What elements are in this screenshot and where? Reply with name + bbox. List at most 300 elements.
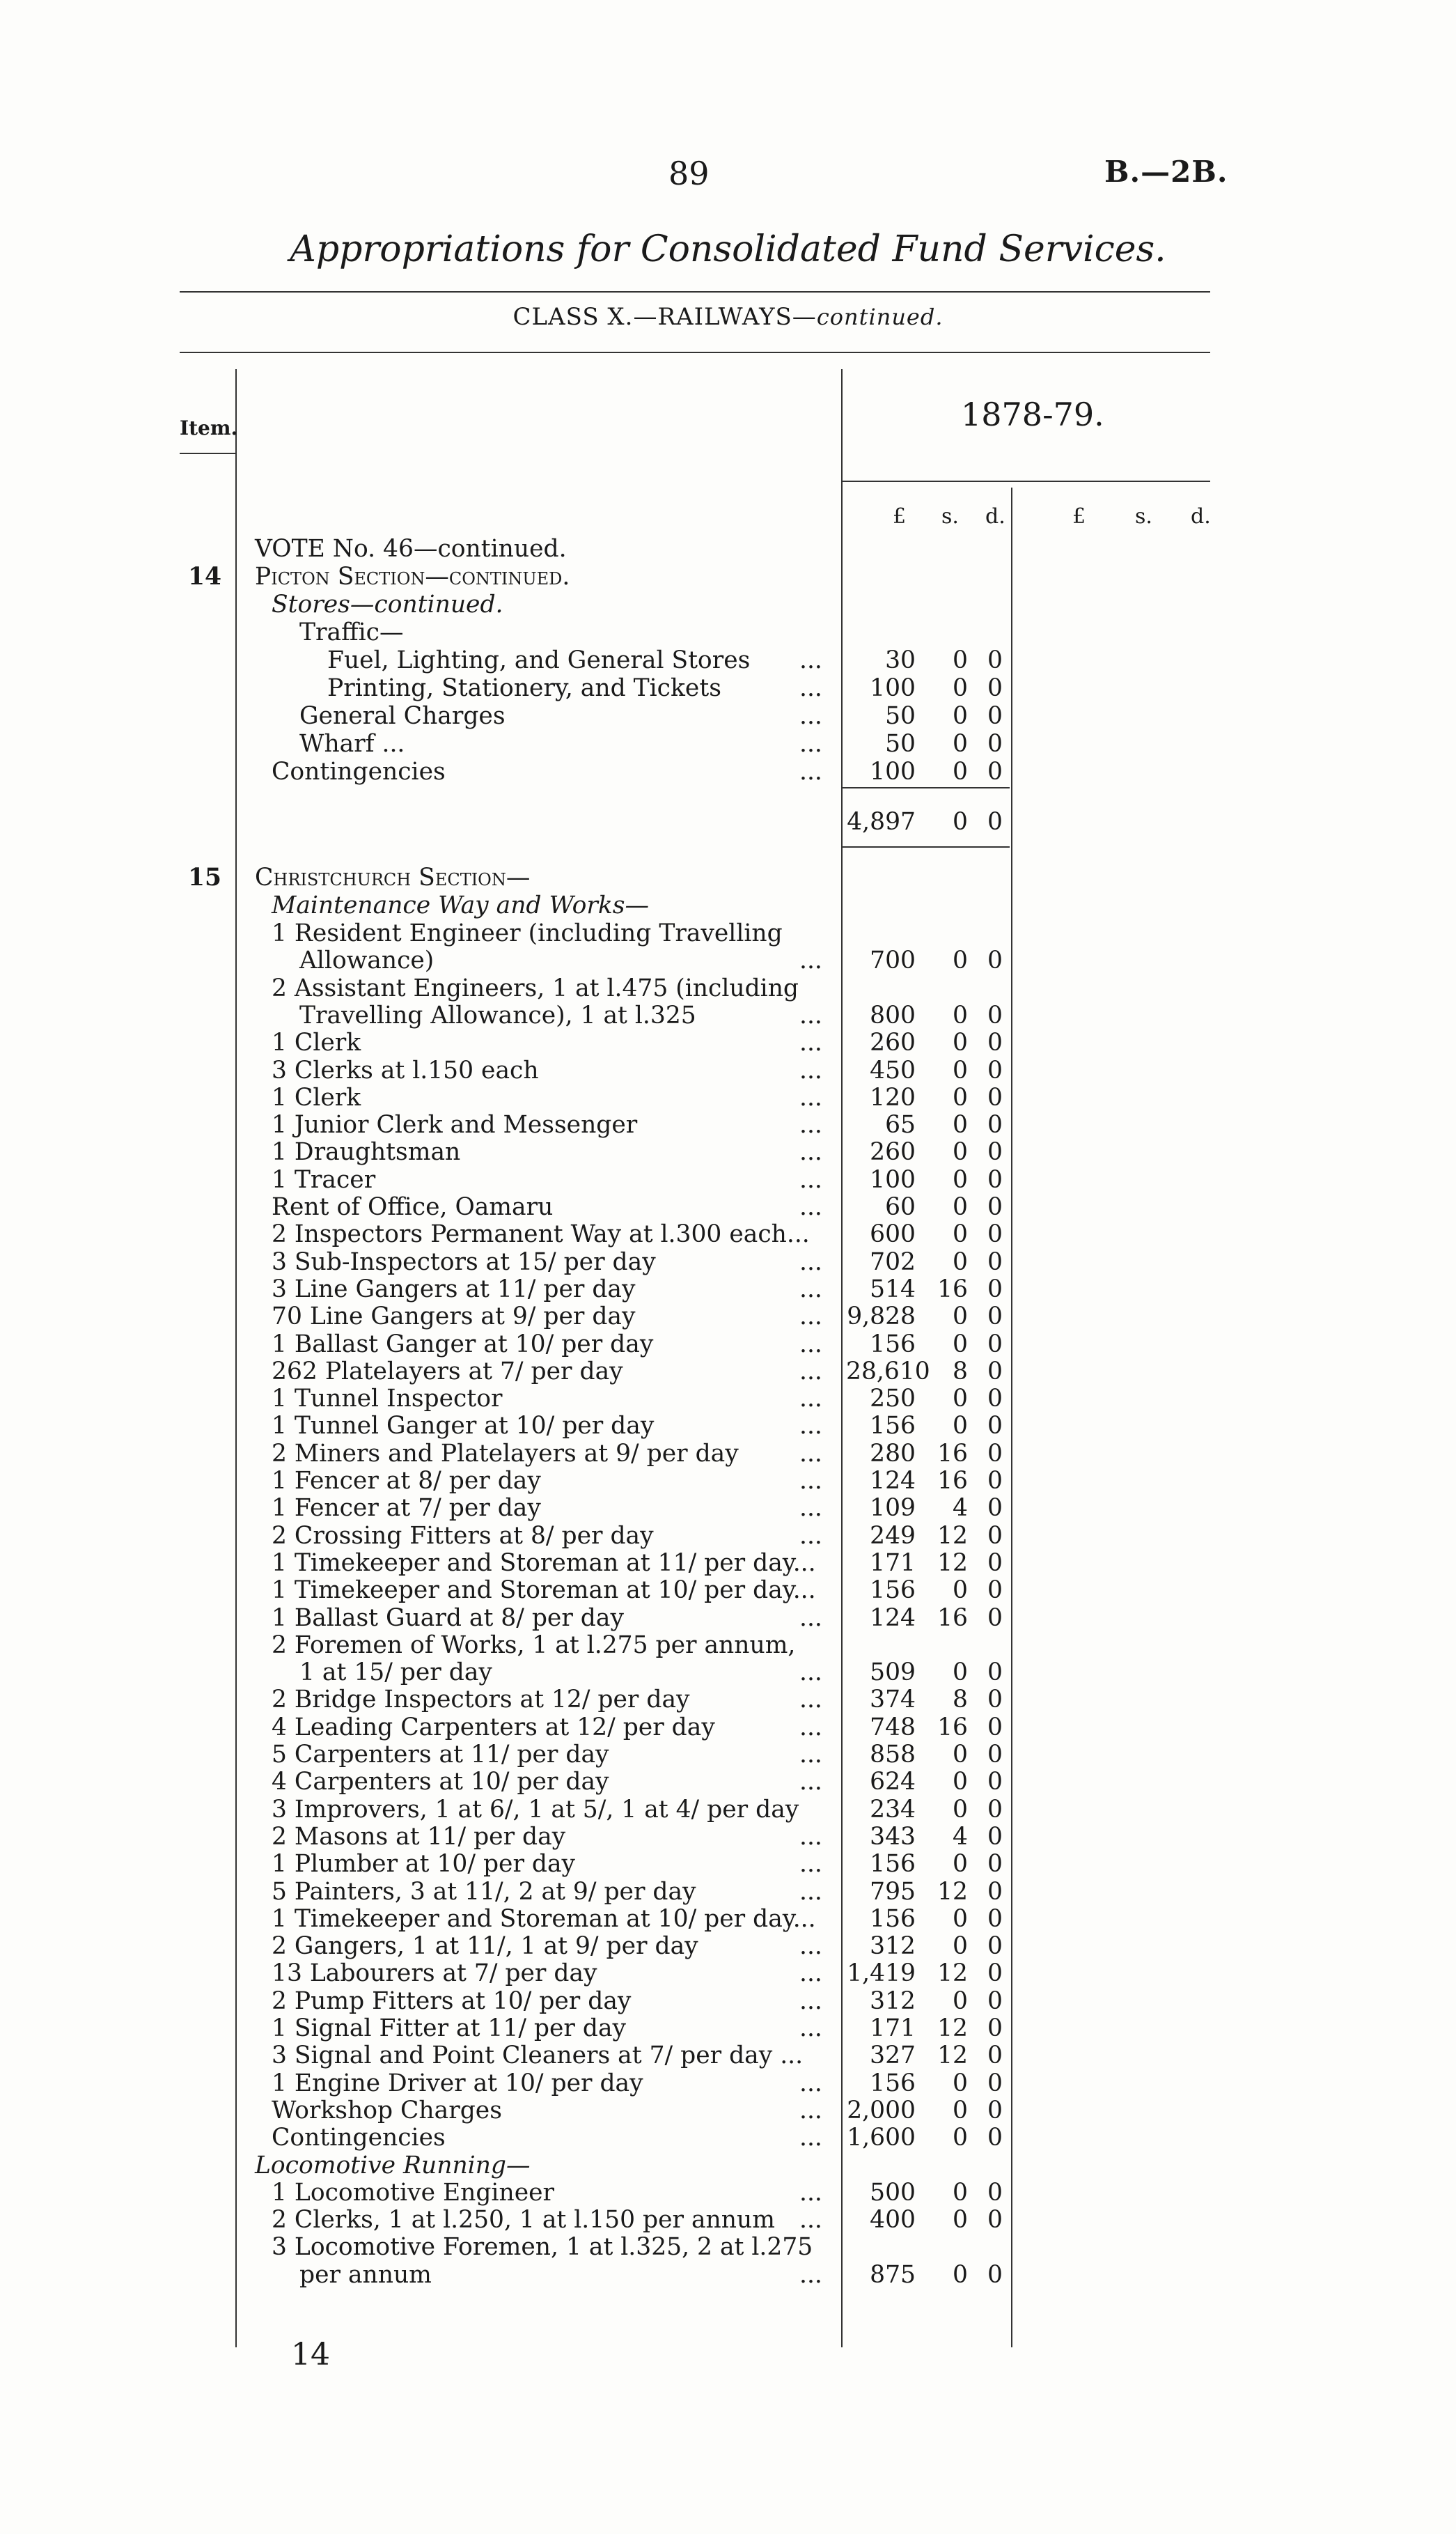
row-description: Traffic— (299, 619, 404, 646)
title-rule (180, 291, 1210, 293)
table-row (0, 947, 1456, 974)
currency-pounds-2: £ (1072, 504, 1086, 529)
leader-dots: ... (799, 702, 822, 730)
row-description: Travelling Allowance), 1 at l.325 (299, 1001, 696, 1029)
row-shillings: 16 (937, 1439, 968, 1468)
row-pounds: 374 (870, 1686, 916, 1714)
row-pounds: 234 (870, 1795, 916, 1824)
table-row (0, 674, 1456, 702)
subtotal-pence: 0 (987, 808, 1003, 836)
subtotal-shillings: 0 (953, 808, 968, 836)
row-pence: 0 (987, 1029, 1003, 1057)
table-row (0, 1658, 1456, 1686)
leader-dots: ... (799, 646, 822, 674)
leader-dots: ... (799, 1412, 822, 1440)
row-shillings: 12 (937, 1877, 968, 1906)
document-reference: B.—2B. (1104, 155, 1228, 189)
row-pounds: 124 (870, 1467, 916, 1495)
row-pounds: 400 (870, 2206, 916, 2234)
leader-dots: ... (799, 1165, 822, 1194)
table-row (0, 2261, 1456, 2289)
row-description: 1 Draughtsman (272, 1138, 461, 1167)
row-pounds: 171 (870, 1548, 916, 1577)
row-shillings: 0 (953, 2206, 968, 2234)
leader-dots: ... (799, 1111, 822, 1140)
row-description: Picton Section—continued. (255, 563, 570, 591)
signature-mark: 14 (291, 2337, 330, 2372)
row-description: 2 Inspectors Permanent Way at l.300 each... (272, 1220, 810, 1249)
leader-dots: ... (799, 1303, 822, 1331)
leader-dots: ... (799, 1467, 822, 1495)
table-row (0, 2206, 1456, 2234)
row-shillings: 0 (953, 1850, 968, 1879)
row-shillings: 16 (937, 1275, 968, 1303)
row-pounds: 312 (870, 1987, 916, 2015)
row-description: 1 Locomotive Engineer (272, 2178, 555, 2207)
row-shillings: 0 (953, 1303, 968, 1331)
row-description: 3 Sub-Inspectors at 15/ per day (272, 1247, 656, 1276)
row-description: Contingencies (272, 2124, 446, 2152)
table-row (0, 1002, 1456, 1029)
table-row (0, 2097, 1456, 2124)
table-row (0, 1467, 1456, 1495)
table-row (0, 702, 1456, 730)
row-description: 1 Ballast Guard at 8/ per day (272, 1603, 624, 1632)
row-pounds: 9,828 (847, 1303, 916, 1331)
leader-dots: ... (799, 1330, 822, 1358)
row-shillings: 0 (953, 1029, 968, 1057)
row-shillings: 0 (953, 1904, 968, 1933)
row-description: 1 Timekeeper and Storeman at 10/ per day... (272, 1576, 816, 1605)
row-pence: 0 (987, 947, 1003, 975)
leader-dots: ... (799, 1138, 822, 1167)
leader-dots: ... (799, 947, 822, 975)
row-pounds: 100 (870, 674, 916, 702)
row-pence: 0 (987, 1932, 1003, 1961)
row-description: 1 Engine Driver at 10/ per day (272, 2069, 643, 2097)
row-pounds: 156 (870, 1330, 916, 1358)
leader-dots: ... (799, 1001, 822, 1029)
row-pounds: 50 (885, 730, 916, 758)
row-pounds: 260 (870, 1029, 916, 1057)
row-shillings: 0 (953, 2124, 968, 2152)
table-row (0, 619, 1456, 646)
row-pounds: 795 (870, 1877, 916, 1906)
row-description: VOTE No. 46—continued. (255, 535, 567, 563)
row-shillings: 4 (953, 1822, 968, 1851)
table-row (0, 1741, 1456, 1769)
leader-dots: ... (799, 1768, 822, 1796)
row-pounds: 156 (870, 1904, 916, 1933)
row-description: 2 Pump Fitters at 10/ per day (272, 1987, 632, 2015)
row-pounds: 343 (870, 1822, 916, 1851)
row-pounds: 156 (870, 2069, 916, 2097)
leader-dots: ... (799, 1193, 822, 1221)
leader-dots: ... (799, 1959, 822, 1988)
table-top-rule (180, 352, 1210, 353)
currency-pence-1: d. (985, 504, 1005, 529)
row-shillings: 0 (953, 1111, 968, 1140)
row-shillings: 0 (953, 1576, 968, 1605)
row-description: 1 Plumber at 10/ per day (272, 1850, 576, 1879)
leader-dots: ... (799, 1658, 822, 1687)
row-pence: 0 (987, 2042, 1003, 2070)
row-pence: 0 (987, 2069, 1003, 2097)
row-description: 1 Junior Clerk and Messenger (272, 1111, 638, 1140)
row-pounds: 28,610 (846, 1357, 930, 1385)
row-pounds: 120 (870, 1083, 916, 1112)
row-shillings: 0 (953, 1083, 968, 1112)
leader-dots: ... (799, 2014, 822, 2042)
row-pounds: 875 (870, 2260, 916, 2289)
row-pounds: 624 (870, 1768, 916, 1796)
row-pence: 0 (987, 1494, 1003, 1523)
row-shillings: 0 (953, 730, 968, 758)
table-row (0, 2124, 1456, 2152)
table-row (0, 1166, 1456, 1194)
leader-dots: ... (799, 1822, 822, 1851)
row-pence: 0 (987, 1111, 1003, 1140)
table-row (0, 2014, 1456, 2042)
row-shillings: 8 (953, 1357, 968, 1385)
row-description: 1 Tracer (272, 1165, 376, 1194)
row-description: Workshop Charges (272, 2096, 502, 2124)
row-pounds: 1,600 (847, 2124, 916, 2152)
table-row (0, 1412, 1456, 1440)
row-pence: 0 (987, 2096, 1003, 2124)
row-pence: 0 (987, 1850, 1003, 1879)
row-description: Fuel, Lighting, and General Stores (327, 646, 751, 674)
leader-dots: ... (799, 1385, 822, 1413)
row-pence: 0 (987, 730, 1003, 758)
row-shillings: 0 (953, 1193, 968, 1221)
page-title: Appropriations for Consolidated Fund Services. (290, 228, 1166, 270)
row-pounds: 100 (870, 758, 916, 786)
row-shillings: 16 (937, 1467, 968, 1495)
table-row (0, 1796, 1456, 1824)
row-description: Locomotive Running— (255, 2151, 531, 2179)
row-description: 1 Ballast Ganger at 10/ per day (272, 1330, 654, 1358)
row-pence: 0 (987, 1467, 1003, 1495)
row-shillings: 0 (953, 1795, 968, 1824)
row-shillings: 0 (953, 646, 968, 674)
row-description: 1 Timekeeper and Storeman at 11/ per day... (272, 1548, 816, 1577)
leader-dots: ... (799, 2206, 822, 2234)
row-description: 1 Tunnel Inspector (272, 1385, 503, 1413)
row-pence: 0 (987, 1904, 1003, 1933)
item-number-15: 15 (188, 864, 222, 892)
row-description: 1 Clerk (272, 1083, 361, 1112)
row-pounds: 60 (885, 1193, 916, 1221)
table-row (0, 1878, 1456, 1906)
row-shillings: 0 (953, 1932, 968, 1961)
currency-pounds-1: £ (893, 504, 907, 529)
table-row (0, 1029, 1456, 1057)
row-shillings: 0 (953, 674, 968, 702)
class-title-text: CLASS X.—RAILWAYS— (512, 303, 817, 331)
row-pounds: 50 (885, 702, 916, 730)
row-description: 1 at 15/ per day (299, 1658, 492, 1687)
row-pounds: 600 (870, 1220, 916, 1249)
class-title-suffix: continued. (816, 304, 944, 330)
row-description: Rent of Office, Oamaru (272, 1193, 554, 1221)
table-row (0, 2069, 1456, 2097)
row-shillings: 12 (937, 2042, 968, 2070)
subtotal-pounds: 4,897 (847, 808, 916, 836)
row-pounds: 702 (870, 1247, 916, 1276)
row-description: 1 Tunnel Ganger at 10/ per day (272, 1412, 655, 1440)
row-shillings: 0 (953, 1056, 968, 1085)
row-pence: 0 (987, 702, 1003, 730)
row-description: Contingencies (272, 758, 446, 786)
row-pounds: 514 (870, 1275, 916, 1303)
row-description: per annum (299, 2260, 432, 2289)
row-description: 1 Fencer at 8/ per day (272, 1467, 541, 1495)
row-description: 3 Locomotive Foremen, 1 at l.325, 2 at l.275 (272, 2233, 813, 2262)
table-row (0, 730, 1456, 758)
row-pence: 0 (987, 1576, 1003, 1605)
row-pounds: 156 (870, 1576, 916, 1605)
row-shillings: 12 (937, 1959, 968, 1988)
row-description: 2 Clerks, 1 at l.250, 1 at l.150 per annum (272, 2206, 775, 2234)
row-pence: 0 (987, 1439, 1003, 1468)
table-row (0, 591, 1456, 619)
leader-dots: ... (799, 1357, 822, 1385)
row-pence: 0 (987, 1247, 1003, 1276)
row-shillings: 0 (953, 1165, 968, 1194)
subtotal-rule (843, 787, 1010, 788)
row-description: 1 Signal Fitter at 11/ per day (272, 2014, 627, 2042)
row-shillings: 8 (953, 1686, 968, 1714)
leader-dots: ... (799, 1247, 822, 1276)
row-pence: 0 (987, 1822, 1003, 1851)
row-pence: 0 (987, 1658, 1003, 1687)
row-pence: 0 (987, 1877, 1003, 1906)
row-pence: 0 (987, 1056, 1003, 1085)
section-subtitle-maintenance: Maintenance Way and Works— (272, 892, 649, 919)
row-pounds: 1,419 (847, 1959, 916, 1988)
table-row (0, 1275, 1456, 1303)
row-shillings: 12 (937, 2014, 968, 2042)
row-pounds: 700 (870, 947, 916, 975)
leader-dots: ... (799, 1603, 822, 1632)
currency-pence-2: d. (1191, 504, 1211, 529)
table-row (0, 1330, 1456, 1358)
row-pence: 0 (987, 758, 1003, 786)
item-column-header: Item. (180, 417, 238, 440)
row-description: 2 Miners and Platelayers at 9/ per day (272, 1439, 739, 1468)
row-pounds: 858 (870, 1741, 916, 1769)
row-pence: 0 (987, 1330, 1003, 1358)
class-title (0, 303, 1456, 331)
currency-shillings-1: s. (941, 504, 959, 529)
leader-dots: ... (799, 1713, 822, 1741)
row-description: 2 Crossing Fitters at 8/ per day (272, 1521, 654, 1550)
row-description: 4 Carpenters at 10/ per day (272, 1768, 609, 1796)
row-pounds: 450 (870, 1056, 916, 1085)
row-pence: 0 (987, 1987, 1003, 2015)
subtotal-bottom-rule (843, 846, 1010, 848)
row-pounds: 249 (870, 1521, 916, 1550)
row-shillings: 0 (953, 1385, 968, 1413)
row-description: 5 Painters, 3 at 11/, 2 at 9/ per day (272, 1877, 696, 1906)
table-row (0, 1220, 1456, 1248)
row-pence: 0 (987, 1083, 1003, 1112)
row-shillings: 0 (953, 1741, 968, 1769)
table-row (0, 1358, 1456, 1385)
table-row (0, 646, 1456, 674)
currency-shillings-2: s. (1135, 504, 1152, 529)
row-pounds: 156 (870, 1412, 916, 1440)
row-pence: 0 (987, 1548, 1003, 1577)
row-description: 2 Assistant Engineers, 1 at l.475 (including (272, 974, 799, 1002)
table-row (0, 1631, 1456, 1659)
row-description: 3 Improvers, 1 at 6/, 1 at 5/, 1 at 4/ per day (272, 1795, 799, 1824)
table-row (0, 1084, 1456, 1112)
leader-dots: ... (799, 758, 822, 786)
table-row (0, 1987, 1456, 2015)
row-pounds: 124 (870, 1603, 916, 1632)
section-title-christchurch: Christchurch Section— (255, 864, 531, 892)
table-row (0, 563, 1456, 591)
row-pence: 0 (987, 2124, 1003, 2152)
row-shillings: 0 (953, 1138, 968, 1167)
year-column-header: 1878-79. (961, 396, 1104, 433)
leader-dots: ... (799, 1686, 822, 1714)
row-pounds: 250 (870, 1385, 916, 1413)
row-pence: 0 (987, 1275, 1003, 1303)
row-pounds: 109 (870, 1494, 916, 1523)
leader-dots: ... (799, 1083, 822, 1112)
subtotal-row (0, 808, 1456, 836)
row-description: Allowance) (299, 947, 435, 975)
table-row (0, 1686, 1456, 1713)
table-row (0, 535, 1456, 563)
row-description: 1 Fencer at 7/ per day (272, 1494, 541, 1523)
row-pounds: 100 (870, 1165, 916, 1194)
leader-dots: ... (799, 1494, 822, 1523)
row-pence: 0 (987, 2178, 1003, 2207)
row-description: 2 Gangers, 1 at 11/, 1 at 9/ per day (272, 1932, 698, 1961)
table-row (0, 758, 1456, 786)
row-description: 70 Line Gangers at 9/ per day (272, 1303, 636, 1331)
row-description: Printing, Stationery, and Tickets (327, 674, 721, 702)
row-pounds: 65 (885, 1111, 916, 1140)
table-row (0, 1138, 1456, 1166)
row-shillings: 0 (953, 1658, 968, 1687)
leader-dots: ... (799, 2069, 822, 2097)
table-row (0, 1522, 1456, 1550)
row-shillings: 0 (953, 1768, 968, 1796)
table-row (0, 1440, 1456, 1468)
row-pence: 0 (987, 2206, 1003, 2234)
row-shillings: 16 (937, 1603, 968, 1632)
leader-dots: ... (799, 2096, 822, 2124)
row-pounds: 171 (870, 2014, 916, 2042)
row-shillings: 12 (937, 1548, 968, 1577)
page-number: 89 (668, 155, 710, 192)
leader-dots: ... (799, 1850, 822, 1879)
row-pence: 0 (987, 2014, 1003, 2042)
table-row (0, 1713, 1456, 1741)
row-shillings: 0 (953, 1220, 968, 1249)
row-description: General Charges (299, 702, 506, 730)
leader-dots: ... (799, 1741, 822, 1769)
table-row (0, 1111, 1456, 1139)
row-description: 262 Platelayers at 7/ per day (272, 1357, 623, 1385)
table-row (0, 1768, 1456, 1796)
leader-dots: ... (799, 730, 822, 758)
table-row (0, 974, 1456, 1002)
leader-dots: ... (799, 1056, 822, 1085)
row-description: 1 Clerk (272, 1029, 361, 1057)
row-shillings: 0 (953, 1330, 968, 1358)
table-row (0, 1576, 1456, 1604)
year-header-rule (841, 481, 1210, 482)
row-pounds: 327 (870, 2042, 916, 2070)
row-pence: 0 (987, 1001, 1003, 1029)
row-pounds: 500 (870, 2178, 916, 2207)
row-pounds: 2,000 (847, 2096, 916, 2124)
row-pence: 0 (987, 1303, 1003, 1331)
row-pounds: 748 (870, 1713, 916, 1741)
row-pence: 0 (987, 1412, 1003, 1440)
row-shillings: 0 (953, 1412, 968, 1440)
row-shillings: 0 (953, 702, 968, 730)
row-description: 4 Leading Carpenters at 12/ per day (272, 1713, 715, 1741)
row-shillings: 0 (953, 2178, 968, 2207)
row-pounds: 260 (870, 1138, 916, 1167)
row-pence: 0 (987, 1138, 1003, 1167)
table-row (0, 1823, 1456, 1851)
row-description: 2 Bridge Inspectors at 12/ per day (272, 1686, 690, 1714)
row-description: 3 Line Gangers at 11/ per day (272, 1275, 636, 1303)
table-row (0, 2152, 1456, 2179)
row-description: 2 Masons at 11/ per day (272, 1822, 566, 1851)
row-pence: 0 (987, 1795, 1003, 1824)
leader-dots: ... (799, 1029, 822, 1057)
row-pence: 0 (987, 2260, 1003, 2289)
row-shillings: 12 (937, 1521, 968, 1550)
leader-dots: ... (799, 2178, 822, 2207)
row-pounds: 156 (870, 1850, 916, 1879)
row-description: 3 Signal and Point Cleaners at 7/ per day ... (272, 2042, 804, 2070)
leader-dots: ... (799, 674, 822, 702)
leader-dots: ... (799, 1521, 822, 1550)
row-description: 1 Timekeeper and Storeman at 10/ per day... (272, 1904, 816, 1933)
row-pounds: 30 (885, 646, 916, 674)
row-pence: 0 (987, 1741, 1003, 1769)
row-shillings: 0 (953, 947, 968, 975)
leader-dots: ... (799, 2260, 822, 2289)
row-pence: 0 (987, 1603, 1003, 1632)
row-shillings: 0 (953, 2260, 968, 2289)
row-description: 13 Labourers at 7/ per day (272, 1959, 597, 1988)
leader-dots: ... (799, 1987, 822, 2015)
table-row (0, 1248, 1456, 1276)
row-pounds: 800 (870, 1001, 916, 1029)
row-description: 2 Foremen of Works, 1 at l.275 per annum, (272, 1631, 796, 1659)
row-pence: 0 (987, 1385, 1003, 1413)
table-row (0, 919, 1456, 947)
row-pounds: 312 (870, 1932, 916, 1961)
table-row (0, 1549, 1456, 1577)
row-shillings: 4 (953, 1494, 968, 1523)
table-row (0, 1905, 1456, 1933)
table-row (0, 1604, 1456, 1632)
table-row (0, 1385, 1456, 1413)
table-row (0, 2042, 1456, 2069)
